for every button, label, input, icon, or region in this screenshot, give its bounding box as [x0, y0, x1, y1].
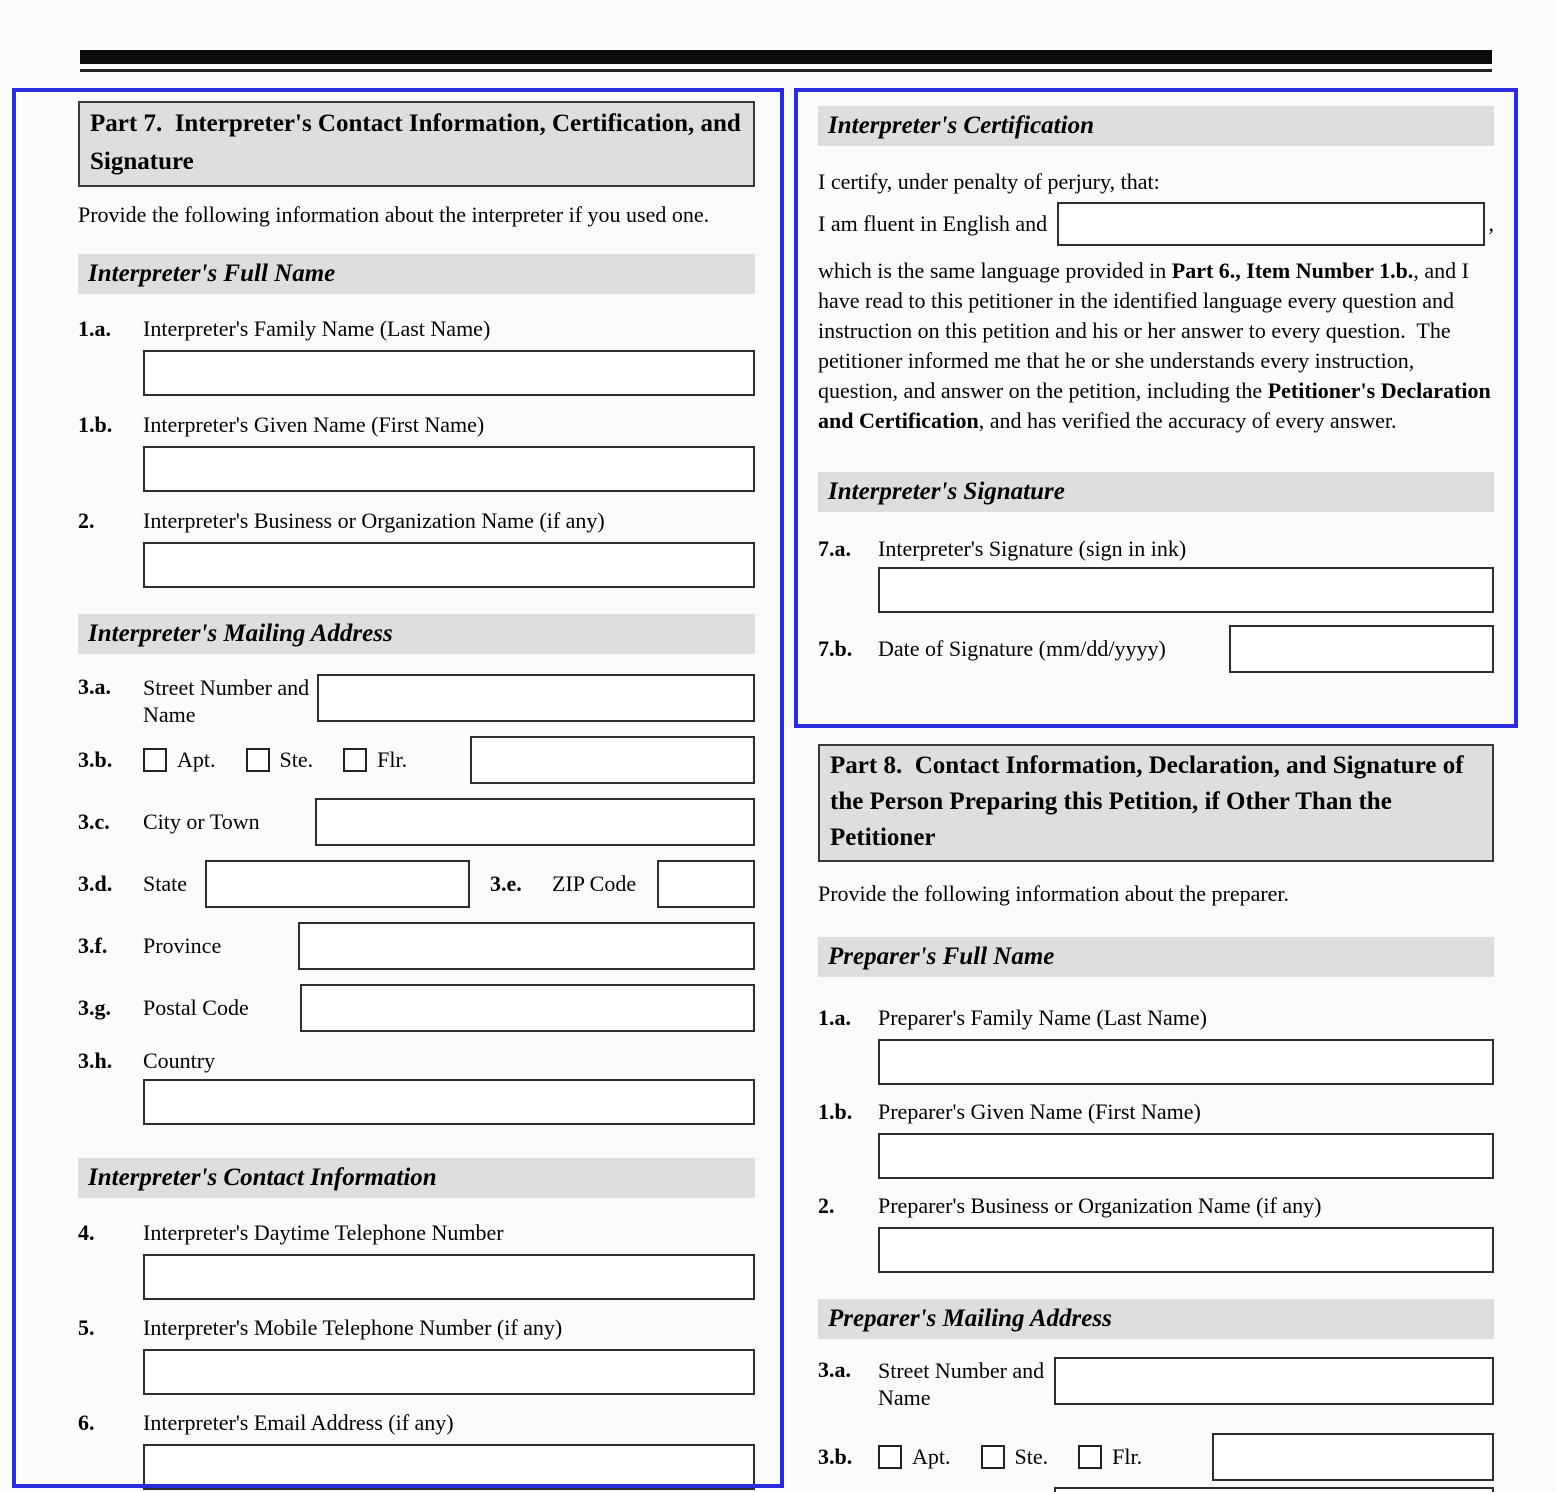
row-interpreter-street — [78, 674, 755, 728]
field-label: Street Number and Name — [143, 675, 310, 727]
interpreter-country-input[interactable] — [143, 1079, 755, 1125]
item-number: 5. — [78, 1315, 95, 1340]
item-number: 6. — [78, 1410, 95, 1435]
preparer-apt-checkbox[interactable] — [878, 1445, 902, 1469]
row-interpreter-province — [78, 922, 755, 970]
ste-label: Ste. — [279, 747, 314, 772]
interpreter-daytime-phone-input[interactable] — [143, 1254, 755, 1300]
item-number: 3.d. — [78, 871, 113, 896]
part8-column — [818, 744, 1494, 1492]
field-label: Preparer's Business or Organization Name (if any) — [878, 1193, 1322, 1218]
interpreter-email-input[interactable] — [143, 1444, 755, 1490]
field-label: Street Number and Name — [878, 1358, 1045, 1410]
item-number: 3.g. — [78, 995, 111, 1020]
field-label: Preparer's Given Name (First Name) — [878, 1099, 1201, 1124]
heading-interpreter-full-name: Interpreter's Full Name — [78, 254, 755, 294]
item-number: 3.a. — [818, 1357, 851, 1382]
part7-title: Part 7. Interpreter's Contact Information, Certification, and Signature — [78, 101, 755, 187]
preparer-unit-number-input[interactable] — [1212, 1433, 1494, 1481]
interpreter-province-input[interactable] — [298, 922, 755, 970]
apt-label: Apt. — [912, 1444, 951, 1469]
field-label: Country — [143, 1048, 216, 1073]
field-label: Interpreter's Daytime Telephone Number — [143, 1220, 504, 1245]
field-interpreter-given-name — [78, 410, 755, 492]
heading-preparer-mailing-address: Preparer's Mailing Address — [818, 1299, 1494, 1339]
row-interpreter-postal — [78, 984, 755, 1032]
item-number: 3.b. — [78, 747, 113, 772]
row-preparer-unit — [818, 1433, 1494, 1481]
field-label: Preparer's Family Name (Last Name) — [878, 1005, 1207, 1030]
heading-interpreter-mailing-address: Interpreter's Mailing Address — [78, 614, 755, 654]
part8-intro: Provide the following information about the preparer. — [818, 881, 1290, 906]
fluent-prefix: I am fluent in English and — [818, 211, 1048, 236]
preparer-street-input[interactable] — [1054, 1357, 1494, 1405]
item-number: 2. — [818, 1193, 835, 1218]
cert-bold-2: Petitioner's Declaration and Certification — [818, 378, 1497, 433]
row-preparer-street — [818, 1357, 1494, 1411]
field-label: Interpreter's Business or Organization Name (if any) — [143, 508, 605, 533]
interpreter-family-name-input[interactable] — [143, 350, 755, 396]
preparer-given-name-input[interactable] — [878, 1133, 1494, 1179]
item-number: 3.f. — [78, 933, 108, 958]
field-label: State — [143, 871, 187, 896]
field-label: Interpreter's Signature (sign in ink) — [878, 536, 1187, 561]
row-signature-date — [818, 625, 1494, 673]
field-preparer-family-name — [818, 1003, 1494, 1085]
heading-interpreter-contact-info: Interpreter's Contact Information — [78, 1158, 755, 1198]
field-preparer-given-name — [818, 1097, 1494, 1179]
row-interpreter-city — [78, 798, 755, 846]
fluent-suffix: , — [1488, 211, 1494, 236]
interpreter-city-input[interactable] — [315, 798, 755, 846]
field-label: ZIP Code — [552, 871, 637, 896]
preparer-flr-checkbox[interactable] — [1078, 1445, 1102, 1469]
part8-title: Part 8. Contact Information, Declaration, and Signature of the Person Preparing this Petition, if Other Than the Petitioner — [818, 744, 1494, 862]
part7-column — [78, 101, 755, 1492]
field-preparer-org-name — [818, 1191, 1494, 1273]
certify-statement: I certify, under penalty of perjury, that: — [818, 169, 1160, 194]
interpreter-ste-checkbox[interactable] — [246, 748, 270, 772]
ste-label: Ste. — [1014, 1444, 1049, 1469]
top-rule-thin — [80, 69, 1492, 72]
cert-text-1: which is the same language provided in — [818, 258, 1172, 283]
field-interpreter-email — [78, 1408, 755, 1490]
field-interpreter-org-name — [78, 506, 755, 588]
preparer-city-input-partial[interactable] — [1054, 1487, 1494, 1492]
item-number: 4. — [78, 1220, 95, 1245]
preparer-ste-checkbox[interactable] — [981, 1445, 1005, 1469]
field-label: Interpreter's Mobile Telephone Number (if any) — [143, 1315, 563, 1340]
interpreter-street-input[interactable] — [317, 674, 755, 722]
certification-column — [818, 106, 1497, 673]
interpreter-language-input[interactable] — [1057, 202, 1484, 246]
field-interpreter-signature — [818, 534, 1494, 613]
apt-label: Apt. — [177, 747, 216, 772]
heading-interpreter-signature: Interpreter's Signature — [818, 472, 1494, 512]
certification-paragraph — [818, 256, 1497, 436]
field-label: Interpreter's Email Address (if any) — [143, 1410, 454, 1435]
field-label: City or Town — [143, 809, 260, 834]
interpreter-signature-input[interactable] — [878, 567, 1494, 613]
top-rule — [80, 50, 1492, 64]
item-number: 7.b. — [818, 636, 853, 661]
item-number: 1.b. — [818, 1099, 853, 1124]
part7-intro: Provide the following information about the interpreter if you used one. — [78, 202, 710, 227]
interpreter-unit-number-input[interactable] — [470, 736, 755, 784]
row-interpreter-unit — [78, 736, 755, 784]
field-label: Date of Signature (mm/dd/yyyy) — [878, 636, 1166, 661]
cert-text-3: , and has verified the accuracy of every answer. — [978, 408, 1397, 433]
heading-interpreter-certification: Interpreter's Certification — [818, 106, 1494, 146]
interpreter-apt-checkbox[interactable] — [143, 748, 167, 772]
cert-text-2: , and I have read to this petitioner in the identified language every question and instruction on this petition and his or her answer to every question. The petitioner informed me that he or she understands every instruction, question, and answer on the petition, including the — [818, 258, 1475, 403]
field-label: Province — [143, 933, 222, 958]
row-interpreter-state-zip — [78, 860, 755, 908]
interpreter-flr-checkbox[interactable] — [343, 748, 367, 772]
interpreter-given-name-input[interactable] — [143, 446, 755, 492]
item-number: 3.h. — [78, 1048, 113, 1073]
item-number: 3.a. — [78, 674, 111, 699]
row-fluent-language — [818, 202, 1494, 246]
item-number: 2. — [78, 508, 95, 533]
item-number: 3.e. — [490, 871, 522, 896]
item-number: 1.b. — [78, 412, 113, 437]
interpreter-state-input[interactable] — [205, 860, 470, 908]
item-number: 3.b. — [818, 1444, 853, 1469]
field-label: Interpreter's Family Name (Last Name) — [143, 316, 491, 341]
field-interpreter-mobile-phone — [78, 1313, 755, 1395]
item-number: 3.c. — [78, 809, 110, 834]
item-number: 1.a. — [818, 1005, 851, 1030]
interpreter-mobile-phone-input[interactable] — [143, 1349, 755, 1395]
preparer-family-name-input[interactable] — [878, 1039, 1494, 1085]
item-number: 7.a. — [818, 536, 851, 561]
flr-label: Flr. — [1112, 1444, 1143, 1469]
field-label: Interpreter's Given Name (First Name) — [143, 412, 485, 437]
interpreter-org-name-input[interactable] — [143, 542, 755, 588]
interpreter-zip-input[interactable] — [657, 860, 755, 908]
item-number: 1.a. — [78, 316, 111, 341]
field-interpreter-family-name — [78, 314, 755, 396]
field-label: Postal Code — [143, 995, 249, 1020]
flr-label: Flr. — [377, 747, 408, 772]
interpreter-signature-date-input[interactable] — [1229, 625, 1494, 673]
cert-bold-1: Part 6., Item Number 1.b. — [1171, 258, 1414, 283]
field-interpreter-country — [78, 1046, 755, 1125]
interpreter-postal-code-input[interactable] — [300, 984, 755, 1032]
heading-preparer-full-name: Preparer's Full Name — [818, 937, 1494, 977]
preparer-org-name-input[interactable] — [878, 1227, 1494, 1273]
field-interpreter-daytime-phone — [78, 1218, 755, 1300]
